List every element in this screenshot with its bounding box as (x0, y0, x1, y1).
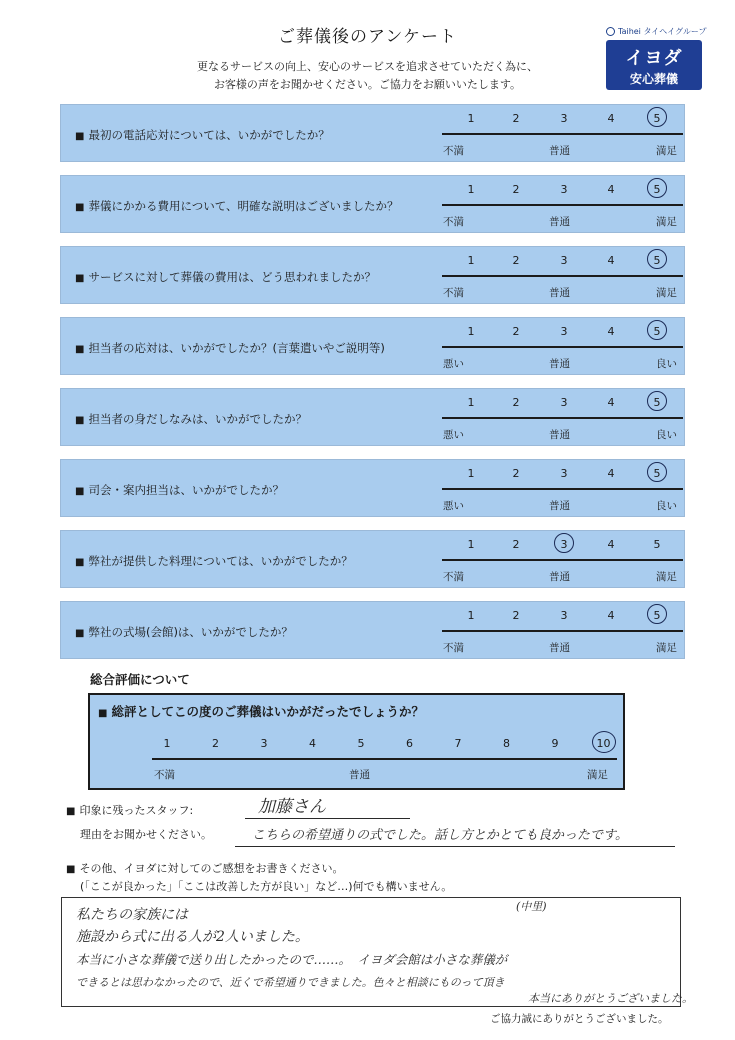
scale-line (442, 275, 683, 277)
scale-number: 5 (653, 254, 661, 267)
scale-number: 2 (512, 538, 520, 551)
overall-scale-number: 9 (551, 737, 559, 750)
iyoda-logo-box (606, 40, 702, 90)
scale-number: 4 (607, 609, 615, 622)
scale-number: 1 (467, 396, 475, 409)
overall-scale-number: 8 (503, 737, 510, 750)
reason-label: 理由をお聞かせください。 (80, 828, 212, 841)
scale-line (442, 204, 683, 206)
question-box (60, 388, 685, 446)
scale-line (442, 346, 683, 348)
bullet-square-icon: ■ (75, 273, 85, 284)
comment-line-1: 私たちの家族には (76, 907, 188, 923)
selected-rating-circle (647, 462, 667, 482)
scale-number: 5 (653, 396, 661, 409)
overall-label-high: 満足 (587, 769, 608, 781)
comments-box (61, 897, 693, 1007)
intro-line-1: 更なるサービスの向上、安心のサービスを追求させていただく為に、 (197, 60, 538, 73)
scale-number: 3 (560, 254, 568, 267)
scale-number: 4 (607, 254, 615, 267)
scale-number: 4 (607, 325, 615, 338)
question-box (60, 317, 685, 375)
overall-section-title: 総合評価について (90, 672, 190, 687)
scale-line (442, 417, 683, 419)
overall-scale-number: 4 (309, 737, 316, 750)
scale-label-mid: 普通 (549, 500, 570, 512)
comments-label: ■ その他、イヨダに対してのご感想をお書きください。 (66, 862, 344, 875)
question-text: ■ 担当者の身だしなみは、いかがでしたか？ (75, 412, 307, 426)
staff-label: ■ 印象に残ったスタッフ: (66, 804, 194, 817)
bullet-square-icon: ■ (75, 557, 85, 568)
intro-line-2: お客様の声をお聞かせください。ご協力をお願いいたします。 (213, 78, 522, 91)
bullet-square-icon: ■ (75, 202, 85, 213)
comment-line-4: できるとは思わなかったので、近くで希望通りできました。色々と相談にものって頂き (76, 976, 505, 989)
selected-rating-circle (647, 107, 667, 127)
scale-label-low: 不満 (443, 571, 464, 583)
overall-scale-number: 7 (454, 737, 462, 750)
scale-label-high: 良い (656, 429, 677, 441)
overall-label-low: 不満 (154, 769, 175, 781)
bullet-square-icon: ■ (75, 415, 85, 426)
question-box (60, 601, 685, 659)
scale-number: 5 (653, 325, 661, 338)
question-text: ■ 弊社が提供した料理については、いかがでしたか？ (75, 554, 353, 568)
reason-answer: こちらの希望通りの式でした。話し方とかとても良かったです。 (252, 828, 628, 843)
overall-scale-number: 2 (212, 737, 219, 750)
scale-label-mid: 普通 (549, 429, 570, 441)
overall-question: ■ 総評としてこの度のご葬儀はいかがだったでしょうか？ (98, 704, 424, 719)
scale-number: 5 (653, 609, 661, 622)
comments-hint: (「ここが良かった」「ここは改善した方が良い」など…)何でも構いません。 (80, 880, 453, 893)
scale-label-high: 良い (656, 358, 677, 370)
scale-label-mid: 普通 (549, 287, 570, 299)
scale-label-high: 良い (656, 500, 677, 512)
bullet-square-icon: ■ (75, 131, 85, 142)
question-text: ■ サービスに対して葬儀の費用は、どう思われましたか？ (75, 270, 376, 284)
question-text: ■ 最初の電話応対については、いかがでしたか？ (75, 128, 330, 142)
taihei-group-label: Taihei タイヘイグループ (606, 26, 718, 37)
scale-number: 1 (467, 538, 475, 551)
scale-number: 4 (607, 112, 615, 125)
scale-number: 4 (607, 396, 615, 409)
question-text: ■ 葬儀にかかる費用について、明確な説明はございましたか？ (75, 199, 399, 213)
scale-label-mid: 普通 (549, 358, 570, 370)
scale-label-low: 悪い (443, 429, 464, 441)
scale-label-high: 満足 (656, 145, 677, 157)
comment-line-3: 本当に小さな葬儀で送り出したかったので……。 イヨダ会館は小さな葬儀が (76, 952, 508, 967)
scale-number: 1 (467, 254, 475, 267)
scale-label-low: 不満 (443, 287, 464, 299)
overall-scale-number: 3 (260, 737, 268, 750)
scale-number: 3 (560, 112, 568, 125)
scale-label-mid: 普通 (549, 571, 570, 583)
bullet-square-icon: ■ (75, 344, 85, 355)
scale-label-low: 悪い (443, 500, 464, 512)
question-box (60, 246, 685, 304)
overall-scale-number: 10 (596, 737, 611, 750)
scale-number: 2 (512, 396, 520, 409)
selected-rating-circle (647, 604, 667, 624)
brand-subtitle: 安心葬儀 (629, 72, 678, 86)
question-text: ■ 司会・案内担当は、いかがでしたか？ (75, 483, 284, 497)
scale-number: 2 (512, 254, 520, 267)
question-box (60, 104, 685, 162)
scale-label-low: 不満 (443, 145, 464, 157)
scale-number: 3 (560, 183, 568, 196)
scale-line (442, 559, 683, 561)
selected-rating-circle (647, 391, 667, 411)
scale-number: 4 (607, 467, 615, 480)
scale-label-mid: 普通 (549, 145, 570, 157)
overall-label-mid: 普通 (349, 769, 370, 781)
scale-number: 5 (653, 467, 661, 480)
scale-number: 2 (512, 609, 520, 622)
scale-number: 5 (653, 183, 661, 196)
scale-label-high: 満足 (656, 216, 677, 228)
selected-rating-circle (647, 178, 667, 198)
selected-rating-circle (647, 320, 667, 340)
bullet-square-icon: ■ (66, 864, 76, 875)
taihei-mark-icon (606, 27, 615, 36)
bullet-square-icon: ■ (98, 708, 108, 719)
scale-label-high: 満足 (656, 642, 677, 654)
scale-number: 4 (607, 538, 615, 551)
scale-number: 3 (560, 325, 568, 338)
reason-underline (235, 846, 675, 847)
comment-line-2: 施設から式に出る人が2人いました。 (76, 929, 309, 945)
scale-number: 2 (512, 112, 520, 125)
scale-line (442, 133, 683, 135)
scale-number: 1 (467, 467, 475, 480)
selected-rating-circle (554, 533, 574, 553)
scale-number: 3 (560, 467, 568, 480)
question-box (60, 175, 685, 233)
staff-name-answer: 加藤さん (258, 797, 326, 817)
scale-label-high: 満足 (656, 287, 677, 299)
question-text: ■ 担当者の応対は、いかがでしたか？(言葉遣いやご説明等) (75, 341, 385, 355)
bullet-square-icon: ■ (66, 806, 76, 817)
overall-scale-number: 6 (406, 737, 413, 750)
scale-number: 1 (467, 183, 475, 196)
scale-number: 5 (653, 112, 661, 125)
scale-number: 1 (467, 325, 475, 338)
overall-scale-number: 1 (163, 737, 171, 750)
scale-label-mid: 普通 (549, 216, 570, 228)
closing-thanks: ご協力誠にありがとうございました。 (490, 1013, 669, 1025)
scale-number: 3 (560, 396, 568, 409)
scale-number: 1 (467, 609, 475, 622)
overall-selected-circle (592, 731, 616, 753)
scale-line (442, 630, 683, 632)
scale-number: 4 (607, 183, 615, 196)
scale-number: 2 (512, 467, 520, 480)
scale-label-low: 不満 (443, 642, 464, 654)
brand-name: イヨダ (625, 48, 683, 69)
scale-number: 5 (653, 538, 661, 551)
selected-rating-circle (647, 249, 667, 269)
bullet-square-icon: ■ (75, 628, 85, 639)
overall-scale-line (152, 758, 617, 760)
scale-label-mid: 普通 (549, 642, 570, 654)
company-logo (606, 26, 718, 96)
scale-label-high: 満足 (656, 571, 677, 583)
scale-line (442, 488, 683, 490)
question-text: ■ 弊社の式場(会館)は、いかがでしたか？ (75, 625, 293, 639)
scale-number: 1 (467, 112, 475, 125)
staff-name-underline (245, 818, 410, 819)
question-box (60, 459, 685, 517)
bullet-square-icon: ■ (75, 486, 85, 497)
scale-label-low: 不満 (443, 216, 464, 228)
comment-line-5: 本当にありがとうございました。 (528, 992, 693, 1005)
survey-title: ご葬儀後のアンケート (278, 27, 457, 47)
scale-number: 3 (560, 609, 568, 622)
scale-number: 2 (512, 325, 520, 338)
scale-number: 2 (512, 183, 520, 196)
scale-label-low: 悪い (443, 358, 464, 370)
overall-scale-number: 5 (357, 737, 365, 750)
overall-question-box (88, 693, 625, 790)
question-box (60, 530, 685, 588)
comment-insert-note: (中里) (516, 900, 547, 913)
scale-number: 3 (560, 538, 568, 551)
